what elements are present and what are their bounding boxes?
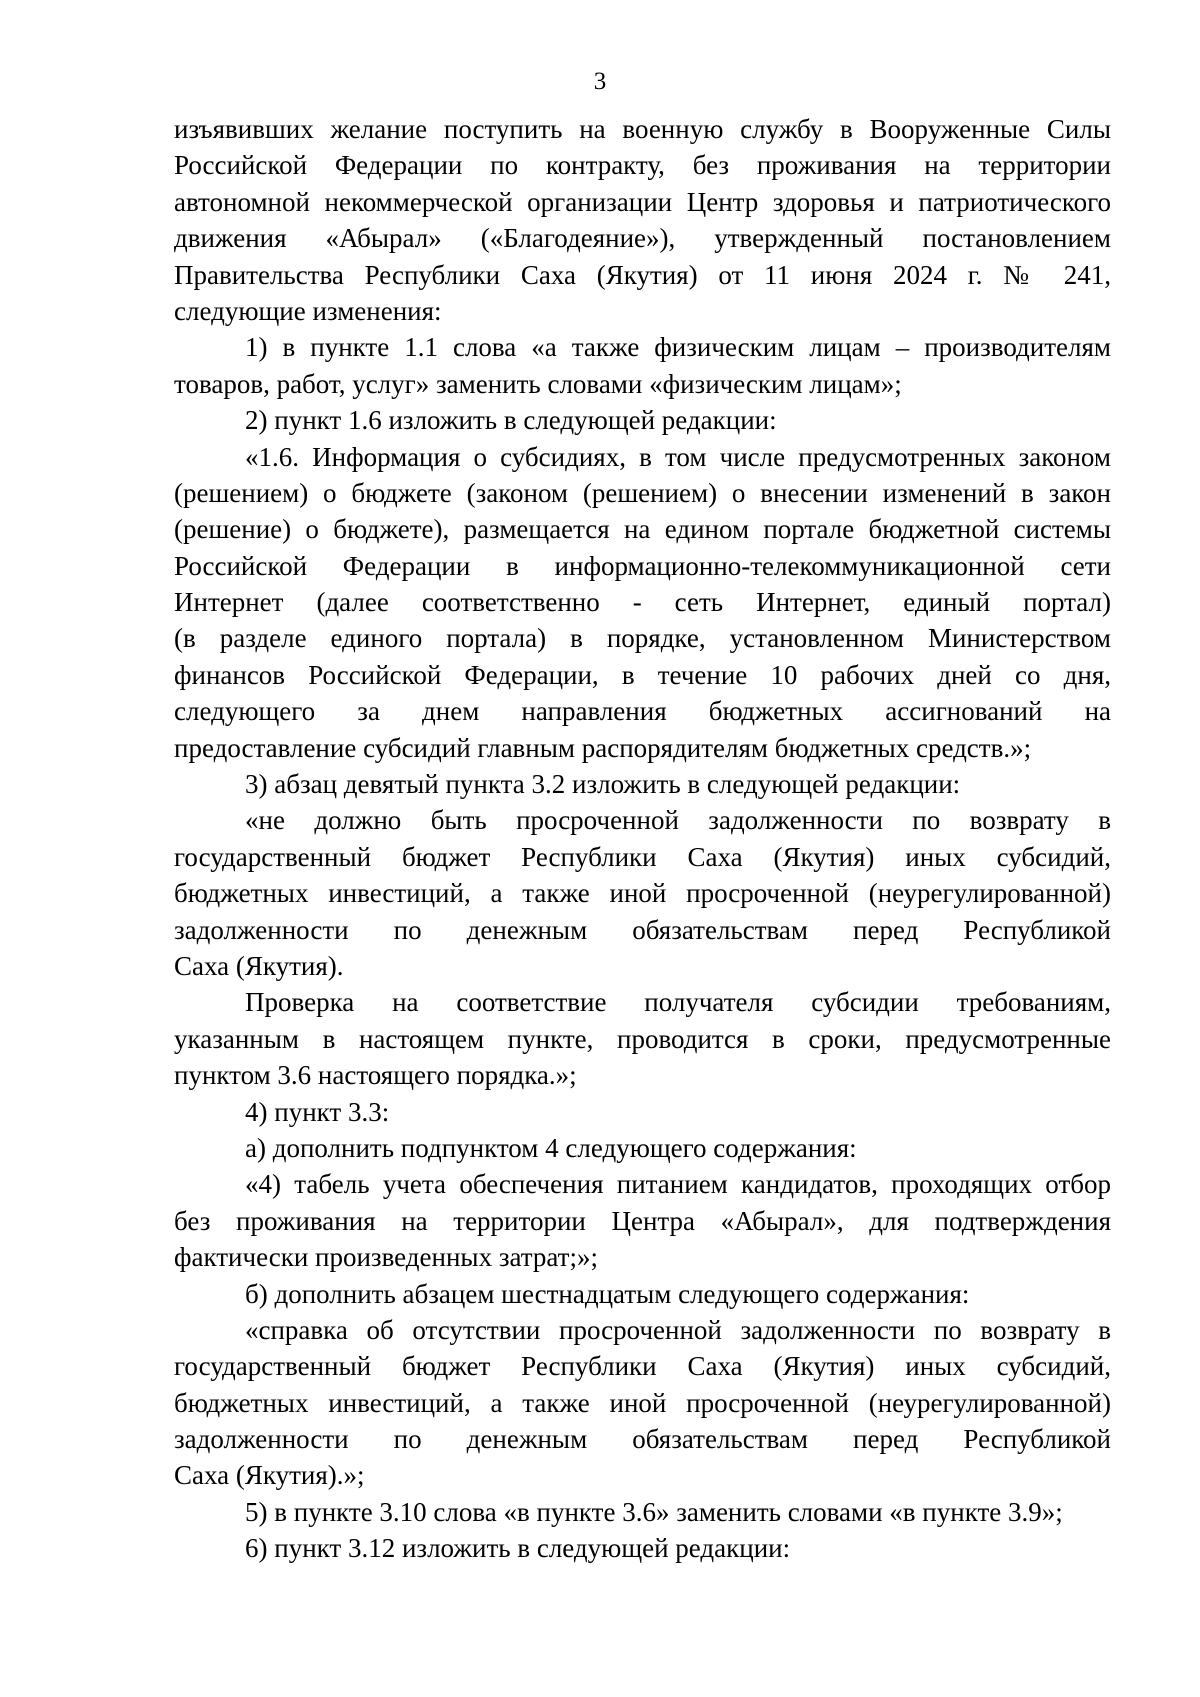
- text-line: Российской Федерации в информационно-телекоммуникационной сети: [174, 550, 1111, 581]
- text-line: бюджетных инвестиций, а также иной просроченной (неурегулированной): [174, 878, 1111, 909]
- text-line: бюджетных инвестиций, а также иной просроченной (неурегулированной): [174, 1387, 1111, 1418]
- text-line: Интернет (далее соответственно - сеть Интернет, единый портал): [174, 587, 1111, 618]
- text-line: товаров, работ, услуг» заменить словами «физическим лицам»;: [174, 368, 902, 399]
- text-line: фактически произведенных затрат;»;: [174, 1242, 598, 1273]
- text-line: Российской Федерации по контракту, без проживания на территории: [174, 150, 1111, 181]
- text-line: Проверка на соответствие получателя субсидии требованиям,: [245, 987, 1111, 1018]
- text-line: (решением) о бюджете (законом (решением) о внесении изменений в закон: [174, 477, 1111, 508]
- text-line: «4) табель учета обеспечения питанием кандидатов, проходящих отбор: [245, 1169, 1111, 1200]
- text-line: 3) абзац девятый пункта 3.2 изложить в следующей редакции:: [245, 769, 961, 800]
- text-line: 5) в пункте 3.10 слова «в пункте 3.6» заменить словами «в пункте 3.9»;: [245, 1496, 1063, 1527]
- text-line: пунктом 3.6 настоящего порядка.»;: [174, 1060, 577, 1091]
- text-line: 6) пункт 3.12 изложить в следующей редакции:: [245, 1533, 791, 1564]
- text-line: «не должно быть просроченной задолженности по возврату в: [245, 805, 1111, 836]
- text-line: изъявивших желание поступить на военную службу в Вооруженные Силы: [174, 114, 1111, 144]
- text-line: а) дополнить подпунктом 4 следующего содержания:: [245, 1132, 857, 1163]
- text-line: задолженности по денежным обязательствам перед Республикой: [174, 1424, 1111, 1455]
- text-line: «1.6. Информация о субсидиях, в том числе предусмотренных законом: [245, 441, 1111, 472]
- text-line: (решение) о бюджете), размещается на едином портале бюджетной системы: [174, 514, 1111, 545]
- text-line: б) дополнить абзацем шестнадцатым следующего содержания:: [245, 1278, 970, 1309]
- text-line: Саха (Якутия).: [174, 950, 344, 981]
- text-line: движения «Абырал» («Благодеяние»), утвержденный постановлением: [174, 223, 1111, 254]
- text-line: 4) пункт 3.3:: [245, 1096, 390, 1127]
- text-line: 2) пункт 1.6 изложить в следующей редакции:: [245, 405, 777, 436]
- text-line: государственный бюджет Республики Саха (Якутия) иных субсидий,: [174, 841, 1111, 872]
- text-line: автономной некоммерческой организации Центр здоровья и патриотического: [174, 186, 1111, 217]
- text-line: указанным в настоящем пункте, проводится в сроки, предусмотренные: [174, 1023, 1111, 1054]
- text-line: Саха (Якутия).»;: [174, 1460, 365, 1491]
- text-line: задолженности по денежным обязательствам перед Республикой: [174, 914, 1111, 945]
- text-line: (в разделе единого портала) в порядке, установленном Министерством: [174, 623, 1111, 654]
- text-line: «справка об отсутствии просроченной задолженности по возврату в: [245, 1314, 1111, 1345]
- text-line: финансов Российской Федерации, в течение 10 рабочих дней со дня,: [174, 659, 1111, 690]
- text-line: Правительства Республики Саха (Якутия) от 11 июня 2024 г. № 241,: [174, 259, 1111, 290]
- page-number: 3: [593, 68, 607, 95]
- text-line: государственный бюджет Республики Саха (Якутия) иных субсидий,: [174, 1351, 1111, 1382]
- text-line: следующие изменения:: [174, 295, 442, 326]
- document-body: [174, 111, 1111, 1567]
- text-line: следующего за днем направления бюджетных ассигнований на: [174, 696, 1111, 727]
- text-line: 1) в пункте 1.1 слова «а также физическим лицам – производителям: [245, 332, 1111, 363]
- text-line: без проживания на территории Центра «Абырал», для подтверждения: [174, 1205, 1111, 1236]
- text-line: предоставление субсидий главным распорядителям бюджетных средств.»;: [174, 732, 1032, 763]
